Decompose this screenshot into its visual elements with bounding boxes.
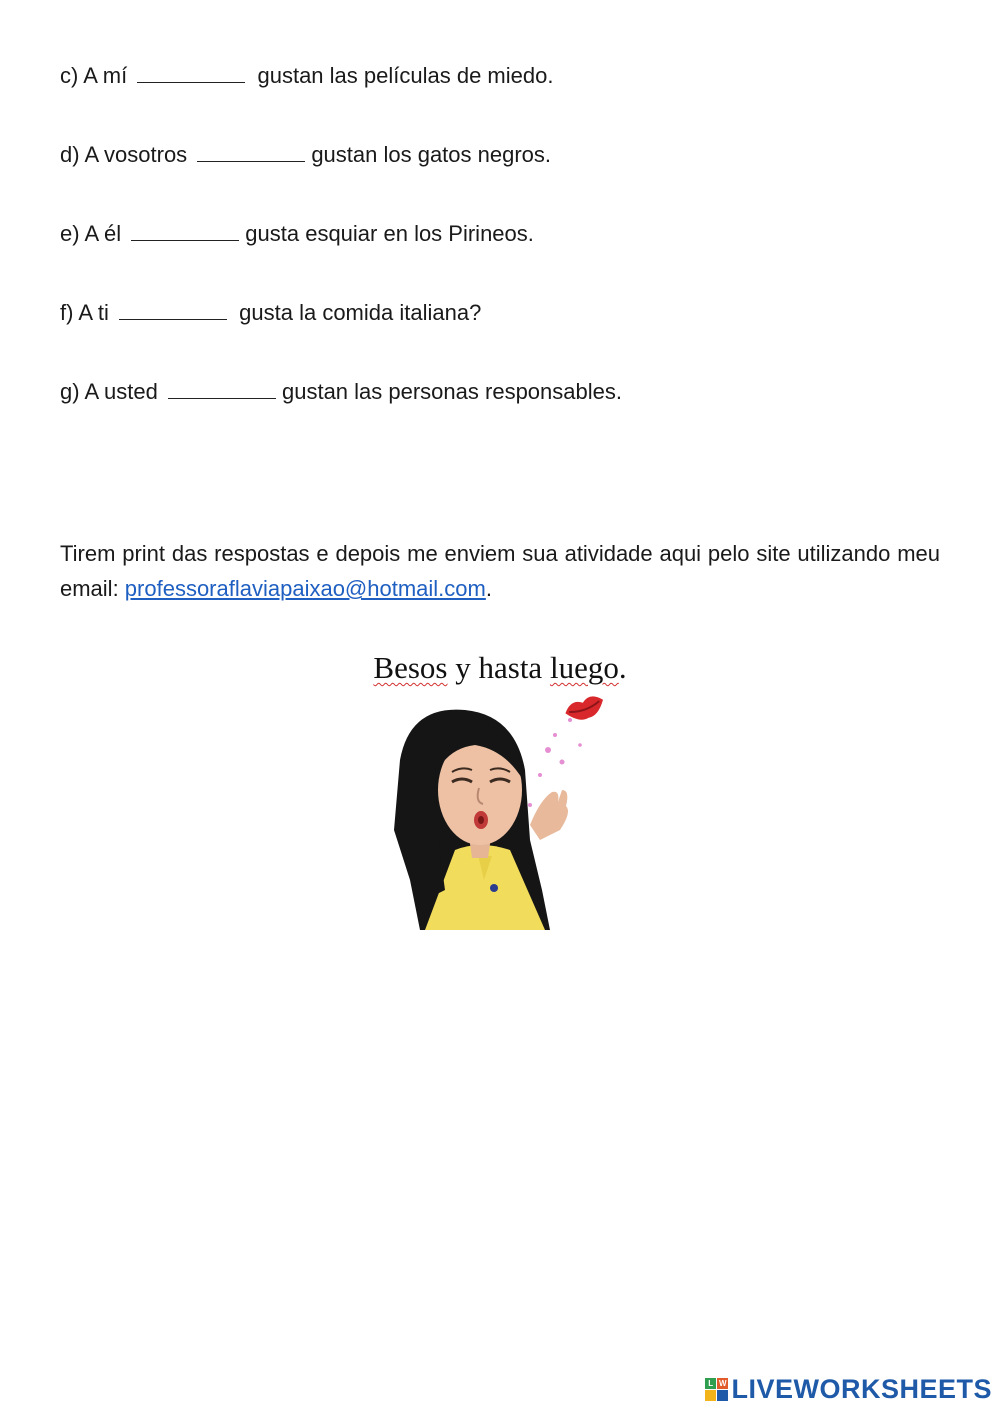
answer-blank[interactable] [131, 220, 239, 241]
instructions-end: . [485, 576, 492, 601]
farewell-heading [0, 650, 1000, 686]
logo-grid-cell: L [705, 1378, 716, 1389]
question-suffix: gusta la comida italiana? [233, 300, 482, 325]
logo-grid-cell: W [718, 1379, 727, 1388]
question-suffix: gustan los gatos negros. [311, 142, 552, 167]
question-prefix: e) A él [60, 221, 122, 246]
instructions-paragraph [60, 536, 940, 606]
logo-text: LIVEWORKSHEETS [731, 1374, 992, 1404]
answer-blank[interactable] [168, 378, 276, 399]
email-link[interactable]: professoraflaviapaixao@hotmail.com [124, 576, 486, 601]
question-c [60, 62, 553, 90]
farewell-word-besos: Besos [373, 650, 448, 685]
question-g [60, 378, 622, 406]
farewell-period: . [618, 650, 627, 685]
question-prefix: c) A mí [60, 63, 128, 88]
farewell-middle: y hasta [447, 650, 550, 685]
logo-grid-cell [705, 1390, 716, 1401]
question-suffix: gustan las películas de miedo. [251, 63, 554, 88]
question-suffix: gusta esquiar en los Pirineos. [245, 221, 534, 246]
logo-grid-cell [717, 1390, 728, 1401]
question-e [60, 220, 534, 248]
question-suffix: gustan las personas responsables. [281, 379, 622, 404]
question-prefix: f) A ti [60, 300, 109, 325]
question-f [60, 299, 481, 327]
answer-blank[interactable] [137, 62, 245, 83]
avatar-illustration [380, 690, 620, 930]
question-prefix: d) A vosotros [60, 142, 188, 167]
farewell-word-luego: luego [549, 650, 619, 685]
instructions-text: Tirem print das respostas e depois me enviem sua atividade aqui pelo site utilizando meu email: [60, 541, 940, 601]
question-d [60, 141, 551, 169]
logo-grid-icon [705, 1378, 728, 1401]
answer-blank[interactable] [197, 141, 305, 162]
answer-blank[interactable] [119, 299, 227, 320]
liveworksheets-logo [705, 1374, 992, 1405]
question-prefix: g) A usted [60, 379, 158, 404]
